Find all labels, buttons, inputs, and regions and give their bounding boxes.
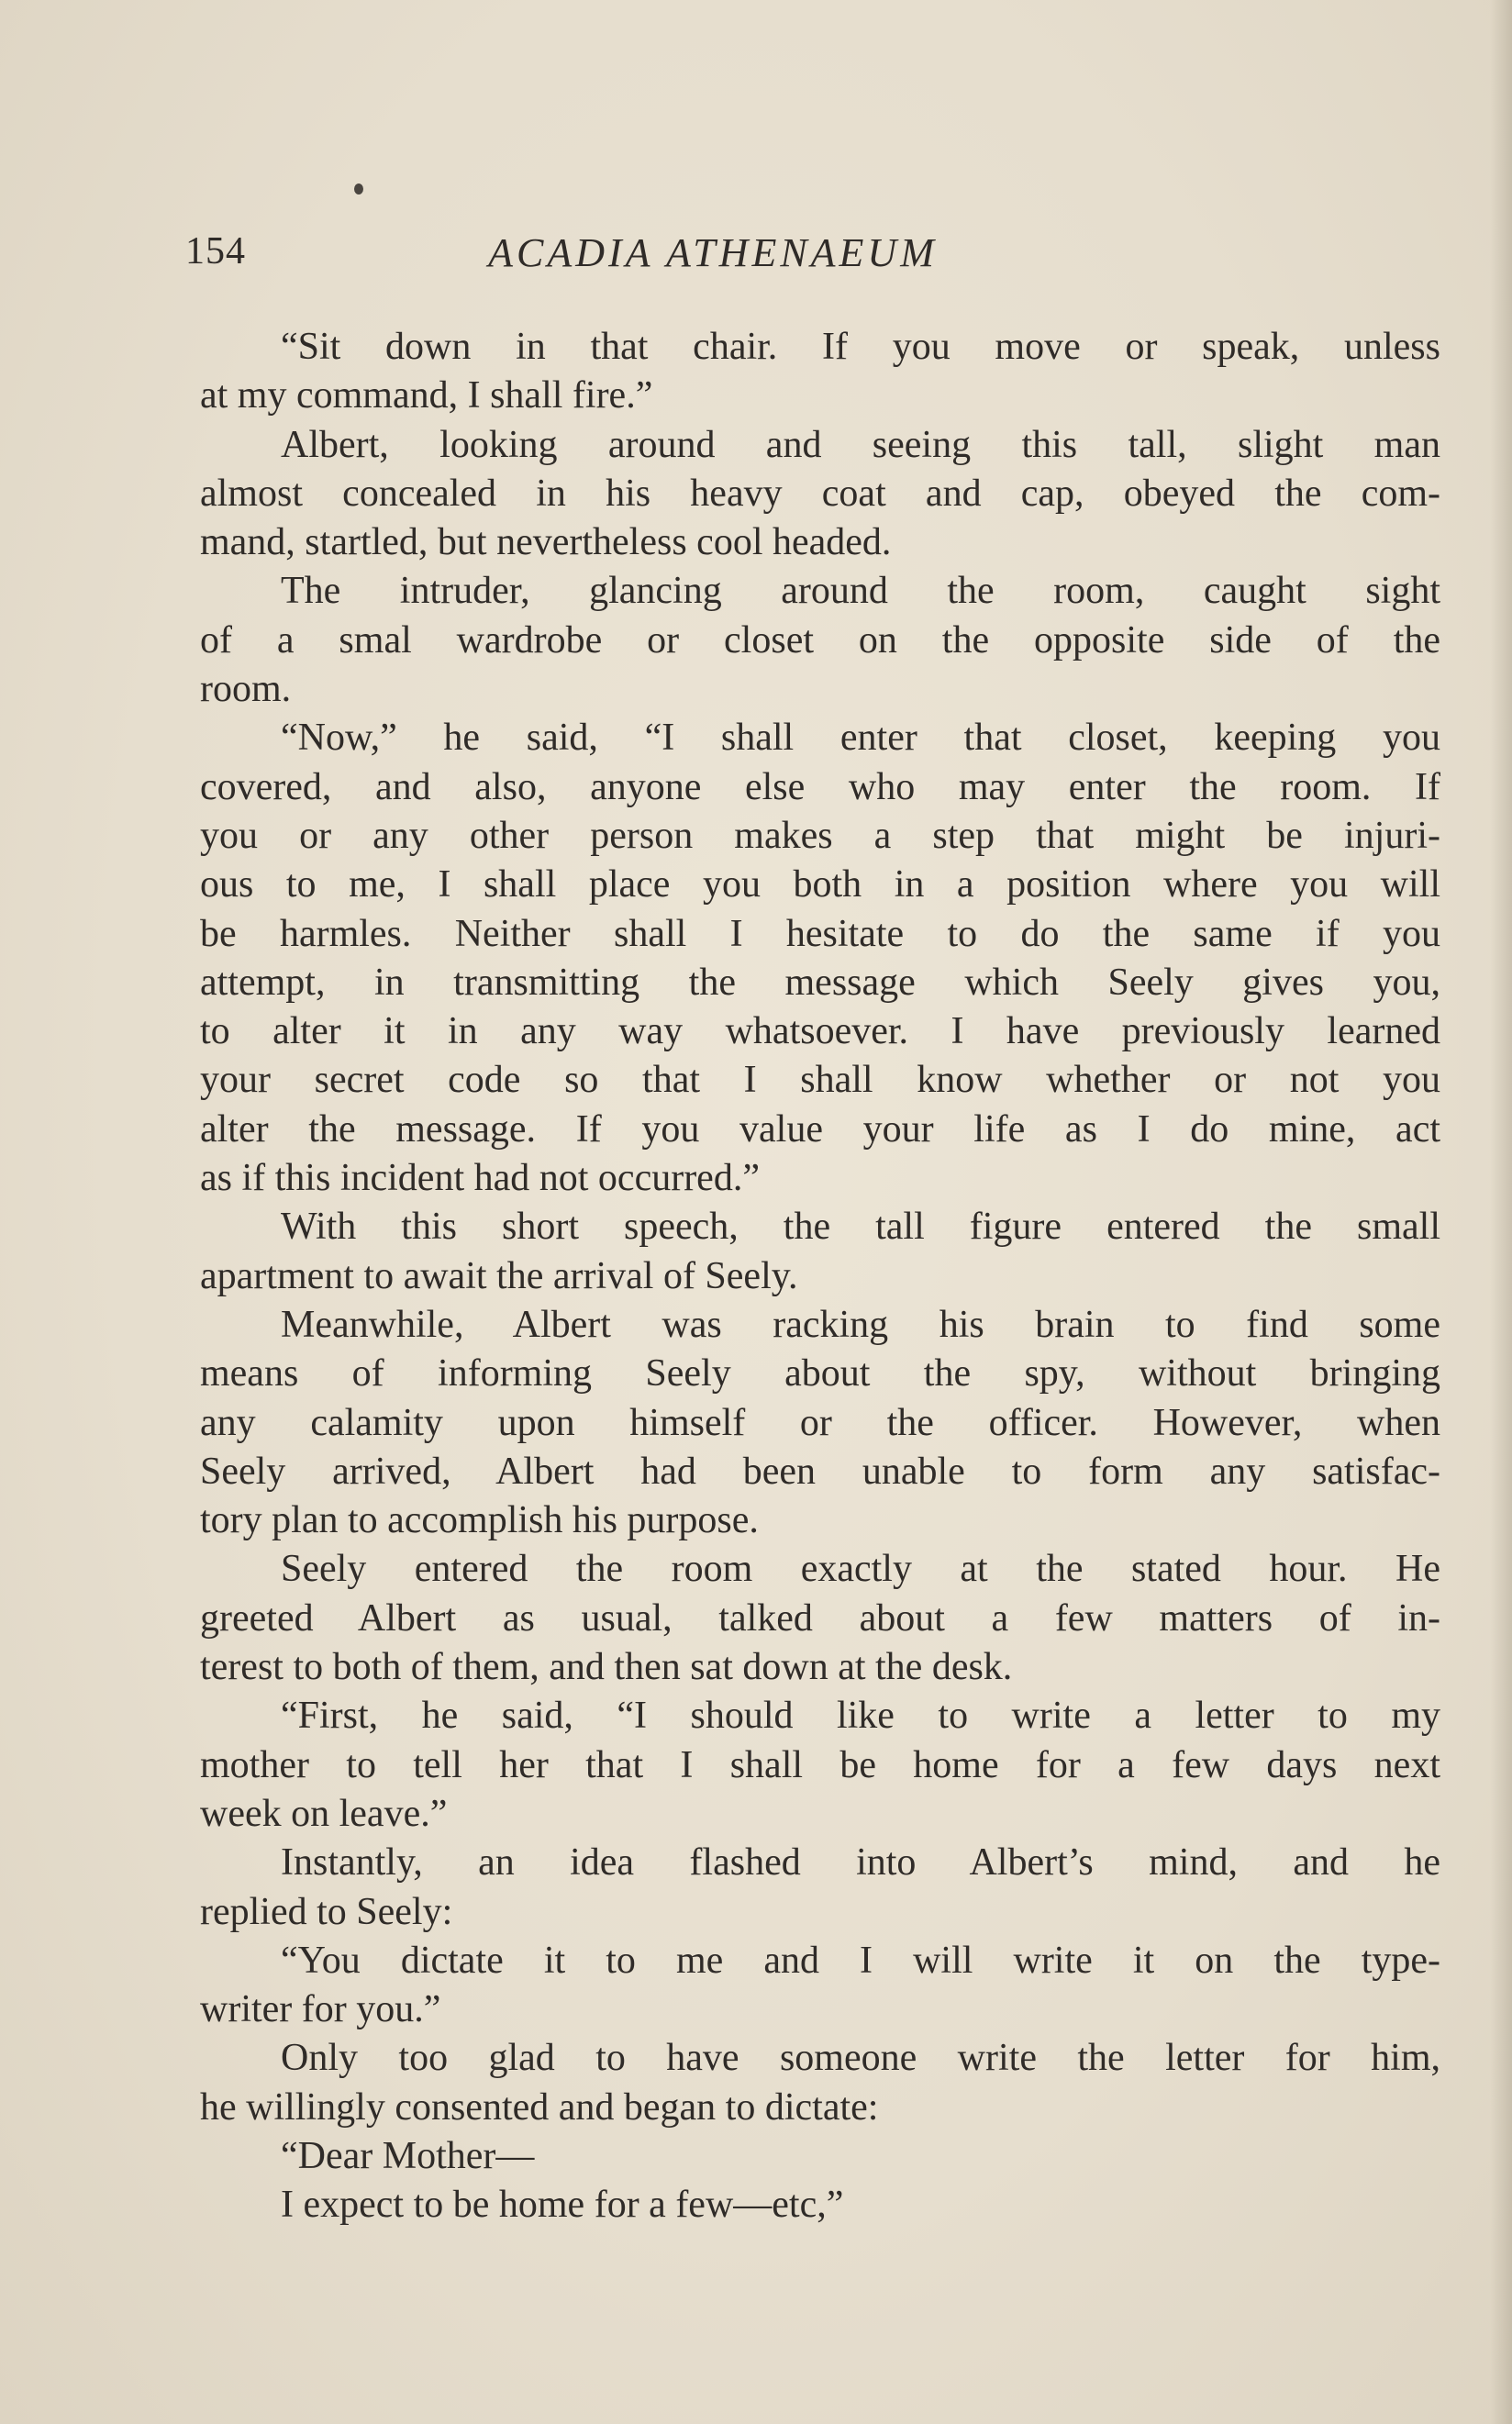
running-title: ACADIA ATHENAEUM [488, 230, 938, 275]
text-line: be harmles. Neither shall I hesitate to do the same if you [200, 912, 1440, 955]
text-line: means of informing Seely about the spy, without bringing [200, 1352, 1440, 1395]
text-line: replied to Seely: [200, 1890, 453, 1933]
text-line: your secret code so that I shall know whether or not you [200, 1059, 1440, 1102]
text-line: terest to both of them, and then sat down at the desk. [200, 1646, 1013, 1689]
body-text [200, 323, 1440, 2230]
text-line: as if this incident had not occurred.” [200, 1157, 760, 1200]
text-line: I expect to be home for a few—etc,” [281, 2184, 844, 2227]
text-line: mother to tell her that I shall be home for a few days next [200, 1743, 1440, 1786]
text-line: Seely arrived, Albert had been unable to form any satisfac- [200, 1450, 1440, 1493]
text-line: Meanwhile, Albert was racking his brain to find some [281, 1303, 1440, 1346]
text-line: room. [200, 668, 292, 711]
text-line: tory plan to accomplish his purpose. [200, 1499, 759, 1542]
text-line: attempt, in transmitting the message which Seely gives you, [200, 961, 1440, 1004]
text-line: any calamity upon himself or the officer. However, when [200, 1401, 1440, 1444]
text-line: “Dear Mother— [281, 2134, 535, 2177]
text-line: alter the message. If you value your life as I do mine, act [200, 1107, 1440, 1151]
text-line: ous to me, I shall place you both in a position where you will [200, 863, 1440, 906]
text-line: mand, startled, but nevertheless cool headed. [200, 521, 892, 564]
page-number: 154 [185, 230, 246, 272]
text-line: Instantly, an idea flashed into Albert’s mind, and he [281, 1841, 1440, 1885]
text-line: “First, he said, “I should like to write a letter to my [281, 1695, 1440, 1738]
text-line: he willingly consented and began to dictate: [200, 2085, 879, 2129]
text-line: Seely entered the room exactly at the stated hour. He [281, 1548, 1440, 1591]
text-line: The intruder, glancing around the room, caught sight [281, 570, 1440, 613]
ink-speck [354, 183, 363, 195]
text-line: apartment to await the arrival of Seely. [200, 1254, 798, 1297]
text-line: With this short speech, the tall figure entered the small [281, 1206, 1440, 1249]
text-line: “Now,” he said, “I shall enter that closet, keeping you [281, 717, 1440, 760]
text-line: greeted Albert as usual, talked about a few matters of in- [200, 1596, 1440, 1640]
page-header [185, 229, 1442, 284]
text-line: Albert, looking around and seeing this tall, slight man [281, 423, 1440, 466]
text-line: “You dictate it to me and I will write it on the type- [281, 1939, 1440, 1982]
text-line: Only too glad to have someone write the letter for him, [281, 2037, 1440, 2080]
text-line: week on leave.” [200, 1792, 448, 1835]
text-line: writer for you.” [200, 1988, 441, 2031]
text-line: at my command, I shall fire.” [200, 374, 653, 417]
page-edge-shadow [1490, 0, 1512, 2424]
text-line: you or any other person makes a step that might be injuri- [200, 814, 1440, 857]
text-line: covered, and also, anyone else who may enter the room. If [200, 765, 1440, 808]
text-line: almost concealed in his heavy coat and cap, obeyed the com- [200, 472, 1440, 515]
text-line: “Sit down in that chair. If you move or speak, unless [281, 326, 1440, 368]
text-line: to alter it in any way whatsoever. I have previously learned [200, 1010, 1440, 1053]
text-line: of a smal wardrobe or closet on the opposite side of the [200, 618, 1440, 662]
